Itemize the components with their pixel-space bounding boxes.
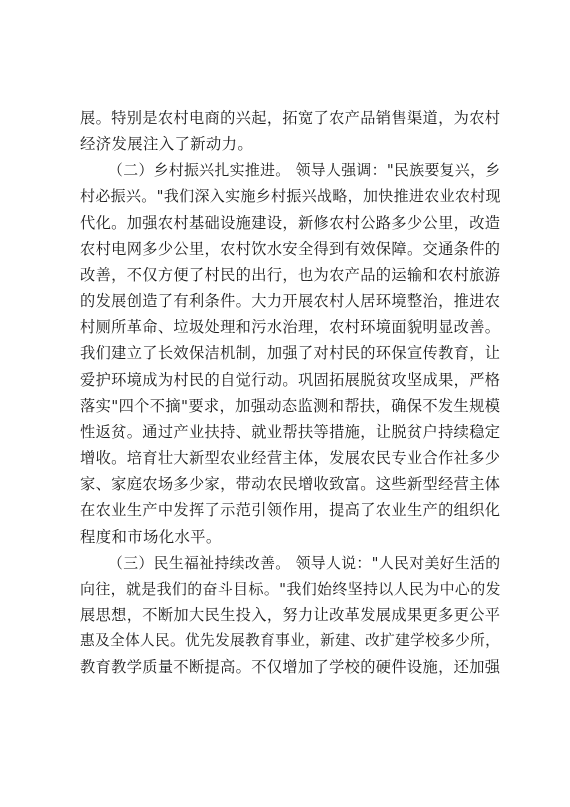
text-line: 村厕所革命、垃圾处理和污水治理，农村环境面貌明显改善。 xyxy=(80,318,501,336)
text-line: 家、家庭农场多少家，带动农民增收致富。这些新型经营主体 xyxy=(80,475,501,493)
text-line: 性返贫。通过产业扶持、就业帮扶等措施，让脱贫户持续稳定 xyxy=(80,423,501,441)
text-line: 爱护环境成为村民的自觉行动。巩固拓展脱贫攻坚成果，严格 xyxy=(80,371,501,389)
text-line: 向往，就是我们的奋斗目标。"我们始终坚持以人民为中心的发 xyxy=(80,580,501,598)
text-line: 展。特别是农村电商的兴起，拓宽了农产品销售渠道，为农村 xyxy=(80,109,501,127)
text-line: 的发展创造了有利条件。大力开展农村人居环境整治，推进农 xyxy=(80,292,501,310)
section-heading-line: （三）民生福祉持续改善。 领导人说："人民对美好生活的 xyxy=(108,554,501,572)
text-line: 教育教学质量不断提高。不仅增加了学校的硬件设施，还加强 xyxy=(80,658,501,676)
text-line: 展思想，不断加大民生投入，努力让改革发展成果更多更公平 xyxy=(80,606,501,624)
text-line: 在农业生产中发挥了示范引领作用，提高了农业生产的组织化 xyxy=(80,501,501,519)
text-line: 村必振兴。"我们深入实施乡村振兴战略，加快推进农业农村现 xyxy=(80,187,501,205)
section-heading-line: （二）乡村振兴扎实推进。 领导人强调："民族要复兴，乡 xyxy=(108,161,501,179)
text-line: 改善，不仅方便了村民的出行，也为农产品的运输和农村旅游 xyxy=(80,266,501,284)
text-line: 代化。加强农村基础设施建设，新修农村公路多少公里，改造 xyxy=(80,214,501,232)
text-line: 农村电网多少公里，农村饮水安全得到有效保障。交通条件的 xyxy=(80,240,501,258)
text-line: 我们建立了长效保洁机制，加强了对村民的环保宣传教育，让 xyxy=(80,344,501,362)
text-line: 落实"四个不摘"要求，加强动态监测和帮扶，确保不发生规模 xyxy=(80,397,501,415)
text-line: 惠及全体人民。优先发展教育事业，新建、改扩建学校多少所， xyxy=(80,632,501,649)
text-line: 程度和市场化水平。 xyxy=(80,528,222,546)
text-line: 增收。培育壮大新型农业经营主体，发展农民专业合作社多少 xyxy=(80,449,501,467)
text-line: 经济发展注入了新动力。 xyxy=(80,135,254,153)
